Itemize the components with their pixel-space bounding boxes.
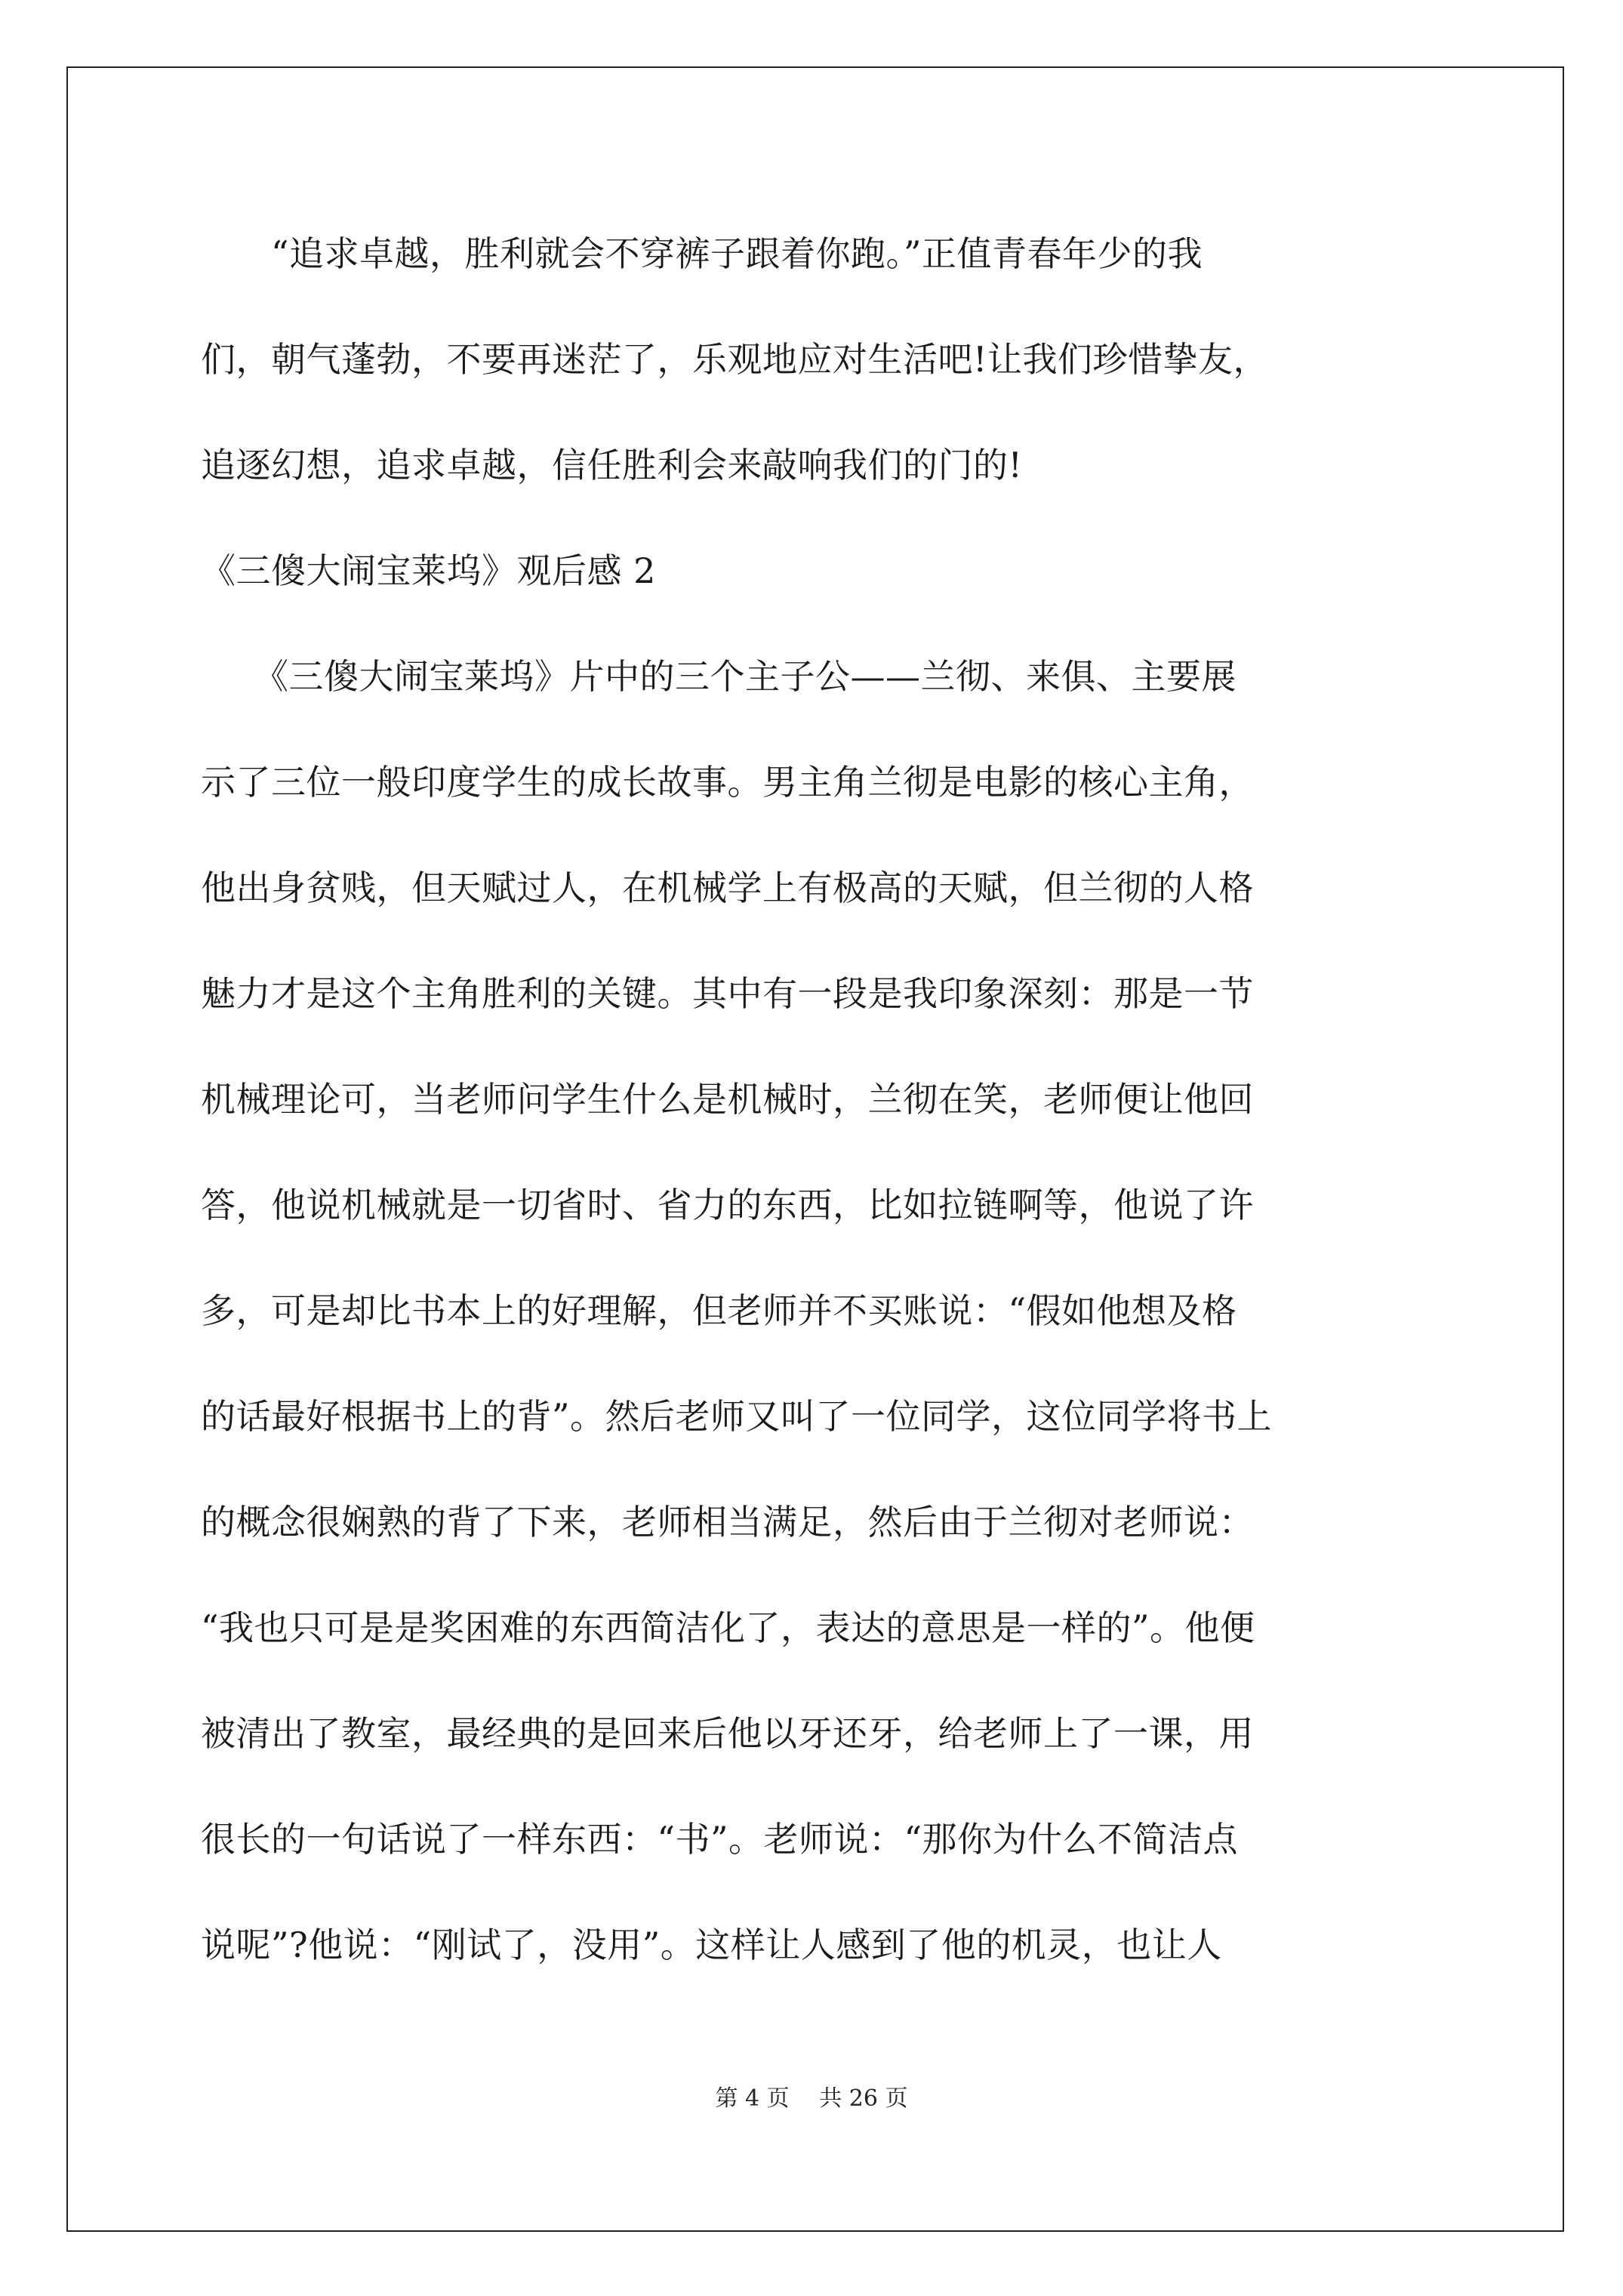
text-line: 答，他说机械就是一切省时、省力的东西，比如拉链啊等，他说了许 [201,1185,1254,1225]
text-line: 他出身贫贱，但天赋过人，在机械学上有极高的天赋，但兰彻的人格 [201,868,1254,908]
text-line: 的概念很娴熟的背了下来，老师相当满足，然后由于兰彻对老师说： [201,1502,1254,1542]
page-number-footer: 第 4 页 共 26 页 [715,2085,908,2112]
section-heading: 《三傻大闹宝莱坞》观后感 2 [201,550,656,591]
text-line: “追求卓越，胜利就会不穿裤子跟着你跑。”正值青春年少的我 [201,233,1203,274]
text-line: 示了三位一般印度学生的成长故事。男主角兰彻是电影的核心主角， [201,762,1254,803]
text-line: 们，朝气蓬勃，不要再迷茫了，乐观地应对生活吧!让我们珍惜挚友， [201,339,1268,380]
text-line: 的话最好根据书上的背”。然后老师又叫了一位同学，这位同学将书上 [201,1396,1273,1437]
text-line: 被清出了教室，最经典的是回来后他以牙还牙，给老师上了一课，用 [201,1713,1254,1754]
text-line: 多，可是却比书本上的好理解，但老师并不买账说：“假如他想及格 [201,1290,1237,1331]
text-line: “我也只可是是奖困难的东西简洁化了，表达的意思是一样的”。他便 [201,1607,1255,1648]
text-line: 机械理论可，当老师问学生什么是机械时，兰彻在笑，老师便让他回 [201,1079,1254,1120]
text-line: 说呢”?他说：“刚试了，没用”。这样让人感到了他的机灵，也让人 [201,1925,1222,1965]
text-line: 魅力才是这个主角胜利的关键。其中有一段是我印象深刻：那是一节 [201,973,1254,1014]
page-border [66,66,1564,2232]
text-line: 很长的一句话说了一样东西：“书”。老师说：“那你为什么不简洁点 [201,1819,1239,1860]
text-line: 《三傻大闹宝莱坞》片中的三个主子公——兰彻、来俱、主要展 [201,656,1236,697]
text-line: 追逐幻想，追求卓越，信任胜利会来敲响我们的门的! [201,445,1023,485]
